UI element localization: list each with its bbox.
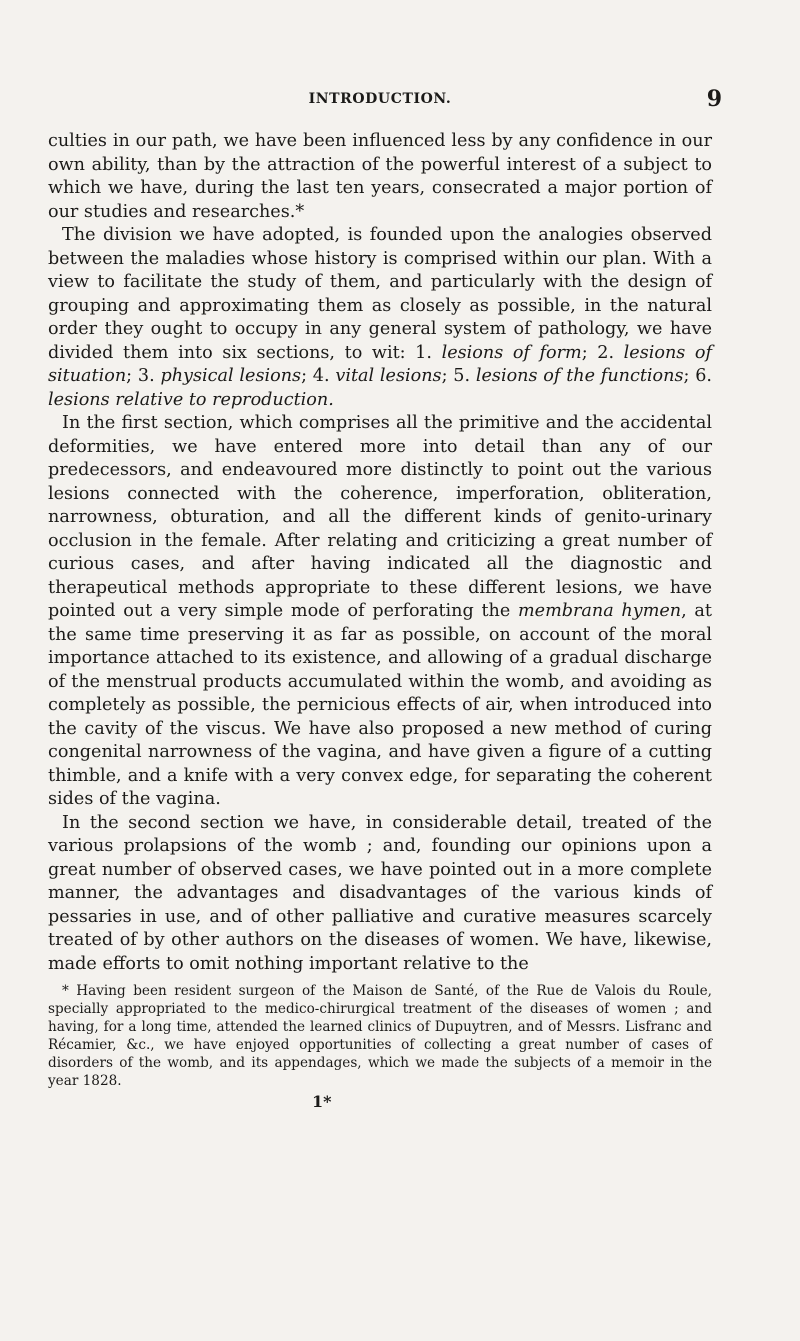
footnote-text: * Having been resident surgeon of the Maison de Santé, of the Rue de Valois du Roule, specially appropriated to the medico-chirurgical treatment of the diseases of women ; and having, for a long time, attended the learned clinics of Dupuytren, and of Messrs. Lisfranc and Récamier, &c., we have enjoyed opportunities of collecting a great number of cases of disorders of the womb, and its appendages, which we made the subjects of a memoir in the year 1828.	[48, 983, 712, 1089]
paragraph-3-text-b: , at the same time preserving it as far as possible, on account of the moral importance attached to its existence, and allowing of a gradual discharge of the menstrual products accumulated within the womb, and avoiding as completely as possible, the pernicious effects of air, when introduced into the cavity of the viscus. We have also proposed a new method of curing congenital narrowness of the vagina, and have given a figure of a cutting thimble, and a knife with a very convex edge, for separating the coherent sides of the vagina.	[48, 601, 712, 809]
paragraph-3-text-a: In the first section, which comprises all the primitive and the accidental deformities, we have entered more into detail than any of our predecessors, and endeavoured more distinctly to point out the various lesions connected with the coherence, imperforation, obliteration, narrowness, obturation, and all the different kinds of genito-urinary occlusion in the female. After relating and criticizing a great number of curious cases, and after having indicated all the diagnostic and therapeutical methods appropriate to these different lesions, we have pointed out a very simple mode of perforating the	[48, 413, 712, 621]
book-page	[48, 86, 722, 1111]
running-title: INTRODUCTION.	[308, 91, 452, 107]
paragraph-4	[48, 812, 712, 977]
page-number: 9	[706, 86, 722, 112]
section-name-4: vital lesions	[335, 366, 442, 386]
running-head	[48, 86, 722, 112]
section-name-1: lesions of form	[441, 342, 582, 363]
paragraph-2	[48, 224, 712, 412]
signature-mark: 1*	[312, 1092, 332, 1111]
separator-1: ; 2.	[581, 342, 624, 363]
section-name-6: lesions relative to reproduction.	[48, 389, 334, 410]
separator-5: ; 6.	[683, 366, 712, 386]
section-name-3: physical lesions	[160, 366, 302, 386]
paragraph-2-text: The division we have adopted, is founded upon the analogies observed between the maladies whose history is comprised within our plan. With a view to facilitate the study of them, and particularly with the design of grouping and approximating them as closely as possible, in the natural order they ought to occupy in any general system of pathology, we have divided them into six sections, to wit: 1.	[48, 225, 712, 363]
separator-2: ; 3.	[126, 366, 161, 386]
section-name-2: lesions of situation	[48, 342, 713, 386]
paragraph-4-text: In the second section we have, in considerable detail, treated of the various prolapsions of the womb ; and, founding our opinions upon a great number of observed cases, we have pointed out in a more complete manner, the advantages and disadvantages of the various kinds of pessaries in use, and of other palliative and curative measures scarcely treated of by other authors on the diseases of women. We have, likewise, made efforts to omit nothing important relative to the	[48, 812, 712, 974]
section-name-5: lesions of the functions	[475, 366, 684, 386]
separator-4: ; 5.	[441, 366, 476, 386]
footnote	[48, 982, 712, 1090]
separator-3: ; 4.	[301, 366, 336, 386]
italic-term: membrana hymen	[517, 601, 682, 621]
paragraph-1	[48, 130, 712, 224]
paragraph-3	[48, 412, 712, 812]
paragraph-1-text: culties in our path, we have been influenced less by any confidence in our own ability, than by the attraction of the powerful interest of a subject to which we have, during the last ten years, consecrated a major portion of our studies and researches.*	[48, 131, 712, 222]
body-text	[48, 130, 712, 976]
